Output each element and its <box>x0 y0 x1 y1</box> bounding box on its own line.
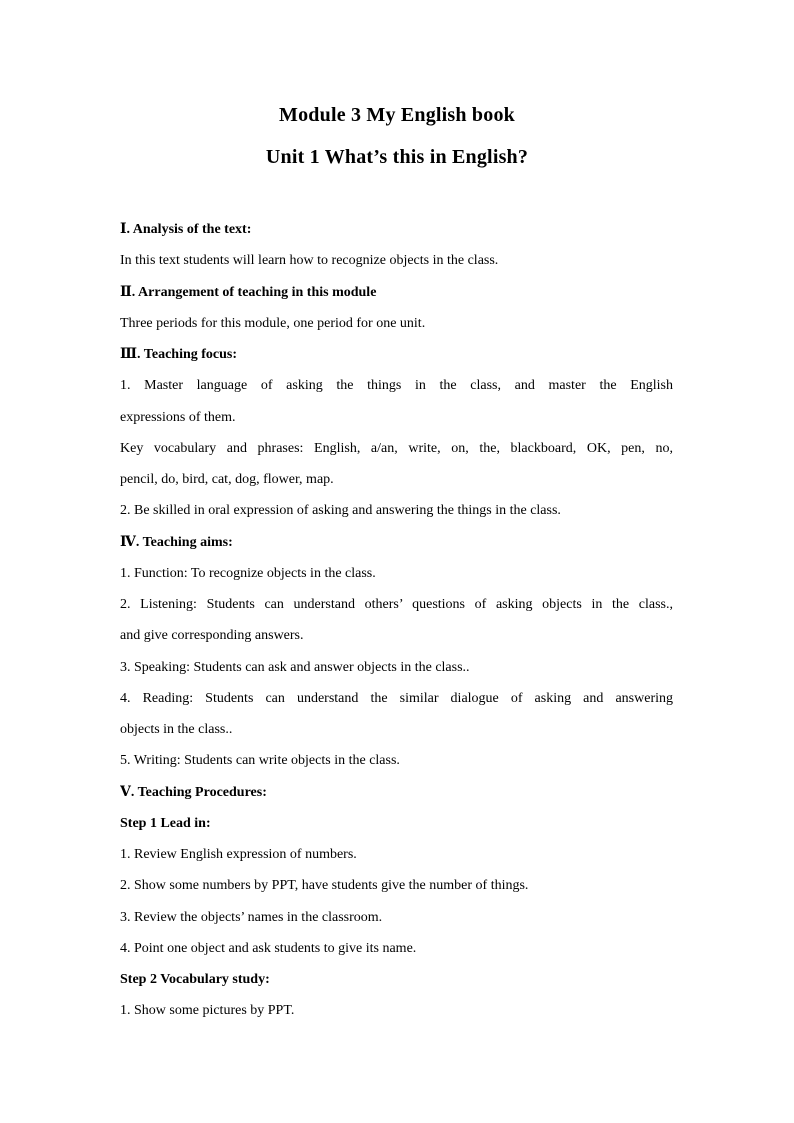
aims-item-4-line-1: 4. Reading: Students can understand the similar dialogue of asking and answering <box>120 690 673 706</box>
focus-item-2: 2. Be skilled in oral expression of asking and answering the things in the class. <box>120 503 561 519</box>
step-1-item-4: 4. Point one object and ask students to give its name. <box>120 940 417 956</box>
aims-item-2-line-1: 2. Listening: Students can understand others’ questions of asking objects in the class., <box>120 597 673 612</box>
step-2-item-1: 1. Show some pictures by PPT. <box>120 1003 295 1019</box>
step-2-heading: Step 2 Vocabulary study: <box>120 972 270 987</box>
unit-title: Unit 1 What’s this in English? <box>265 146 529 168</box>
step-1-item-2: 2. Show some numbers by PPT, have students give the number of things. <box>120 878 529 894</box>
aims-heading: Ⅳ. Teaching aims: <box>120 534 233 550</box>
aims-item-3: 3. Speaking: Students can ask and answer objects in the class.. <box>120 659 470 675</box>
step-1-item-3: 3. Review the objects’ names in the classroom. <box>120 909 383 925</box>
aims-item-1: 1. Function: To recognize objects in the class. <box>120 565 376 581</box>
focus-item-1-line-2: expressions of them. <box>120 409 236 425</box>
aims-item-5: 5. Writing: Students can write objects in the class. <box>120 753 400 769</box>
analysis-heading: Ⅰ. Analysis of the text: <box>120 222 252 237</box>
arrangement-heading: Ⅱ. Arrangement of teaching in this module <box>120 284 377 300</box>
aims-item-4-line-2: objects in the class.. <box>120 722 233 737</box>
document-body <box>120 214 673 1027</box>
focus-heading: Ⅲ. Teaching focus: <box>120 347 238 362</box>
aims-item-2-line-2: and give corresponding answers. <box>120 628 304 644</box>
arrangement-text: Three periods for this module, one period for one unit. <box>120 315 426 331</box>
analysis-text: In this text students will learn how to recognize objects in the class. <box>120 253 499 269</box>
step-1-heading: Step 1 Lead in: <box>120 815 211 831</box>
focus-vocab-line-1: Key vocabulary and phrases: English, a/an, write, on, the, blackboard, OK, pen, no, <box>120 440 673 456</box>
focus-vocab-line-2: pencil, do, bird, cat, dog, flower, map. <box>120 472 334 487</box>
procedures-heading: Ⅴ. Teaching Procedures: <box>120 784 267 800</box>
module-title: Module 3 My English book <box>279 104 515 126</box>
step-1-item-1: 1. Review English expression of numbers. <box>120 847 357 862</box>
focus-item-1-line-1: 1. Master language of asking the things in the class, and master the English <box>120 378 673 394</box>
